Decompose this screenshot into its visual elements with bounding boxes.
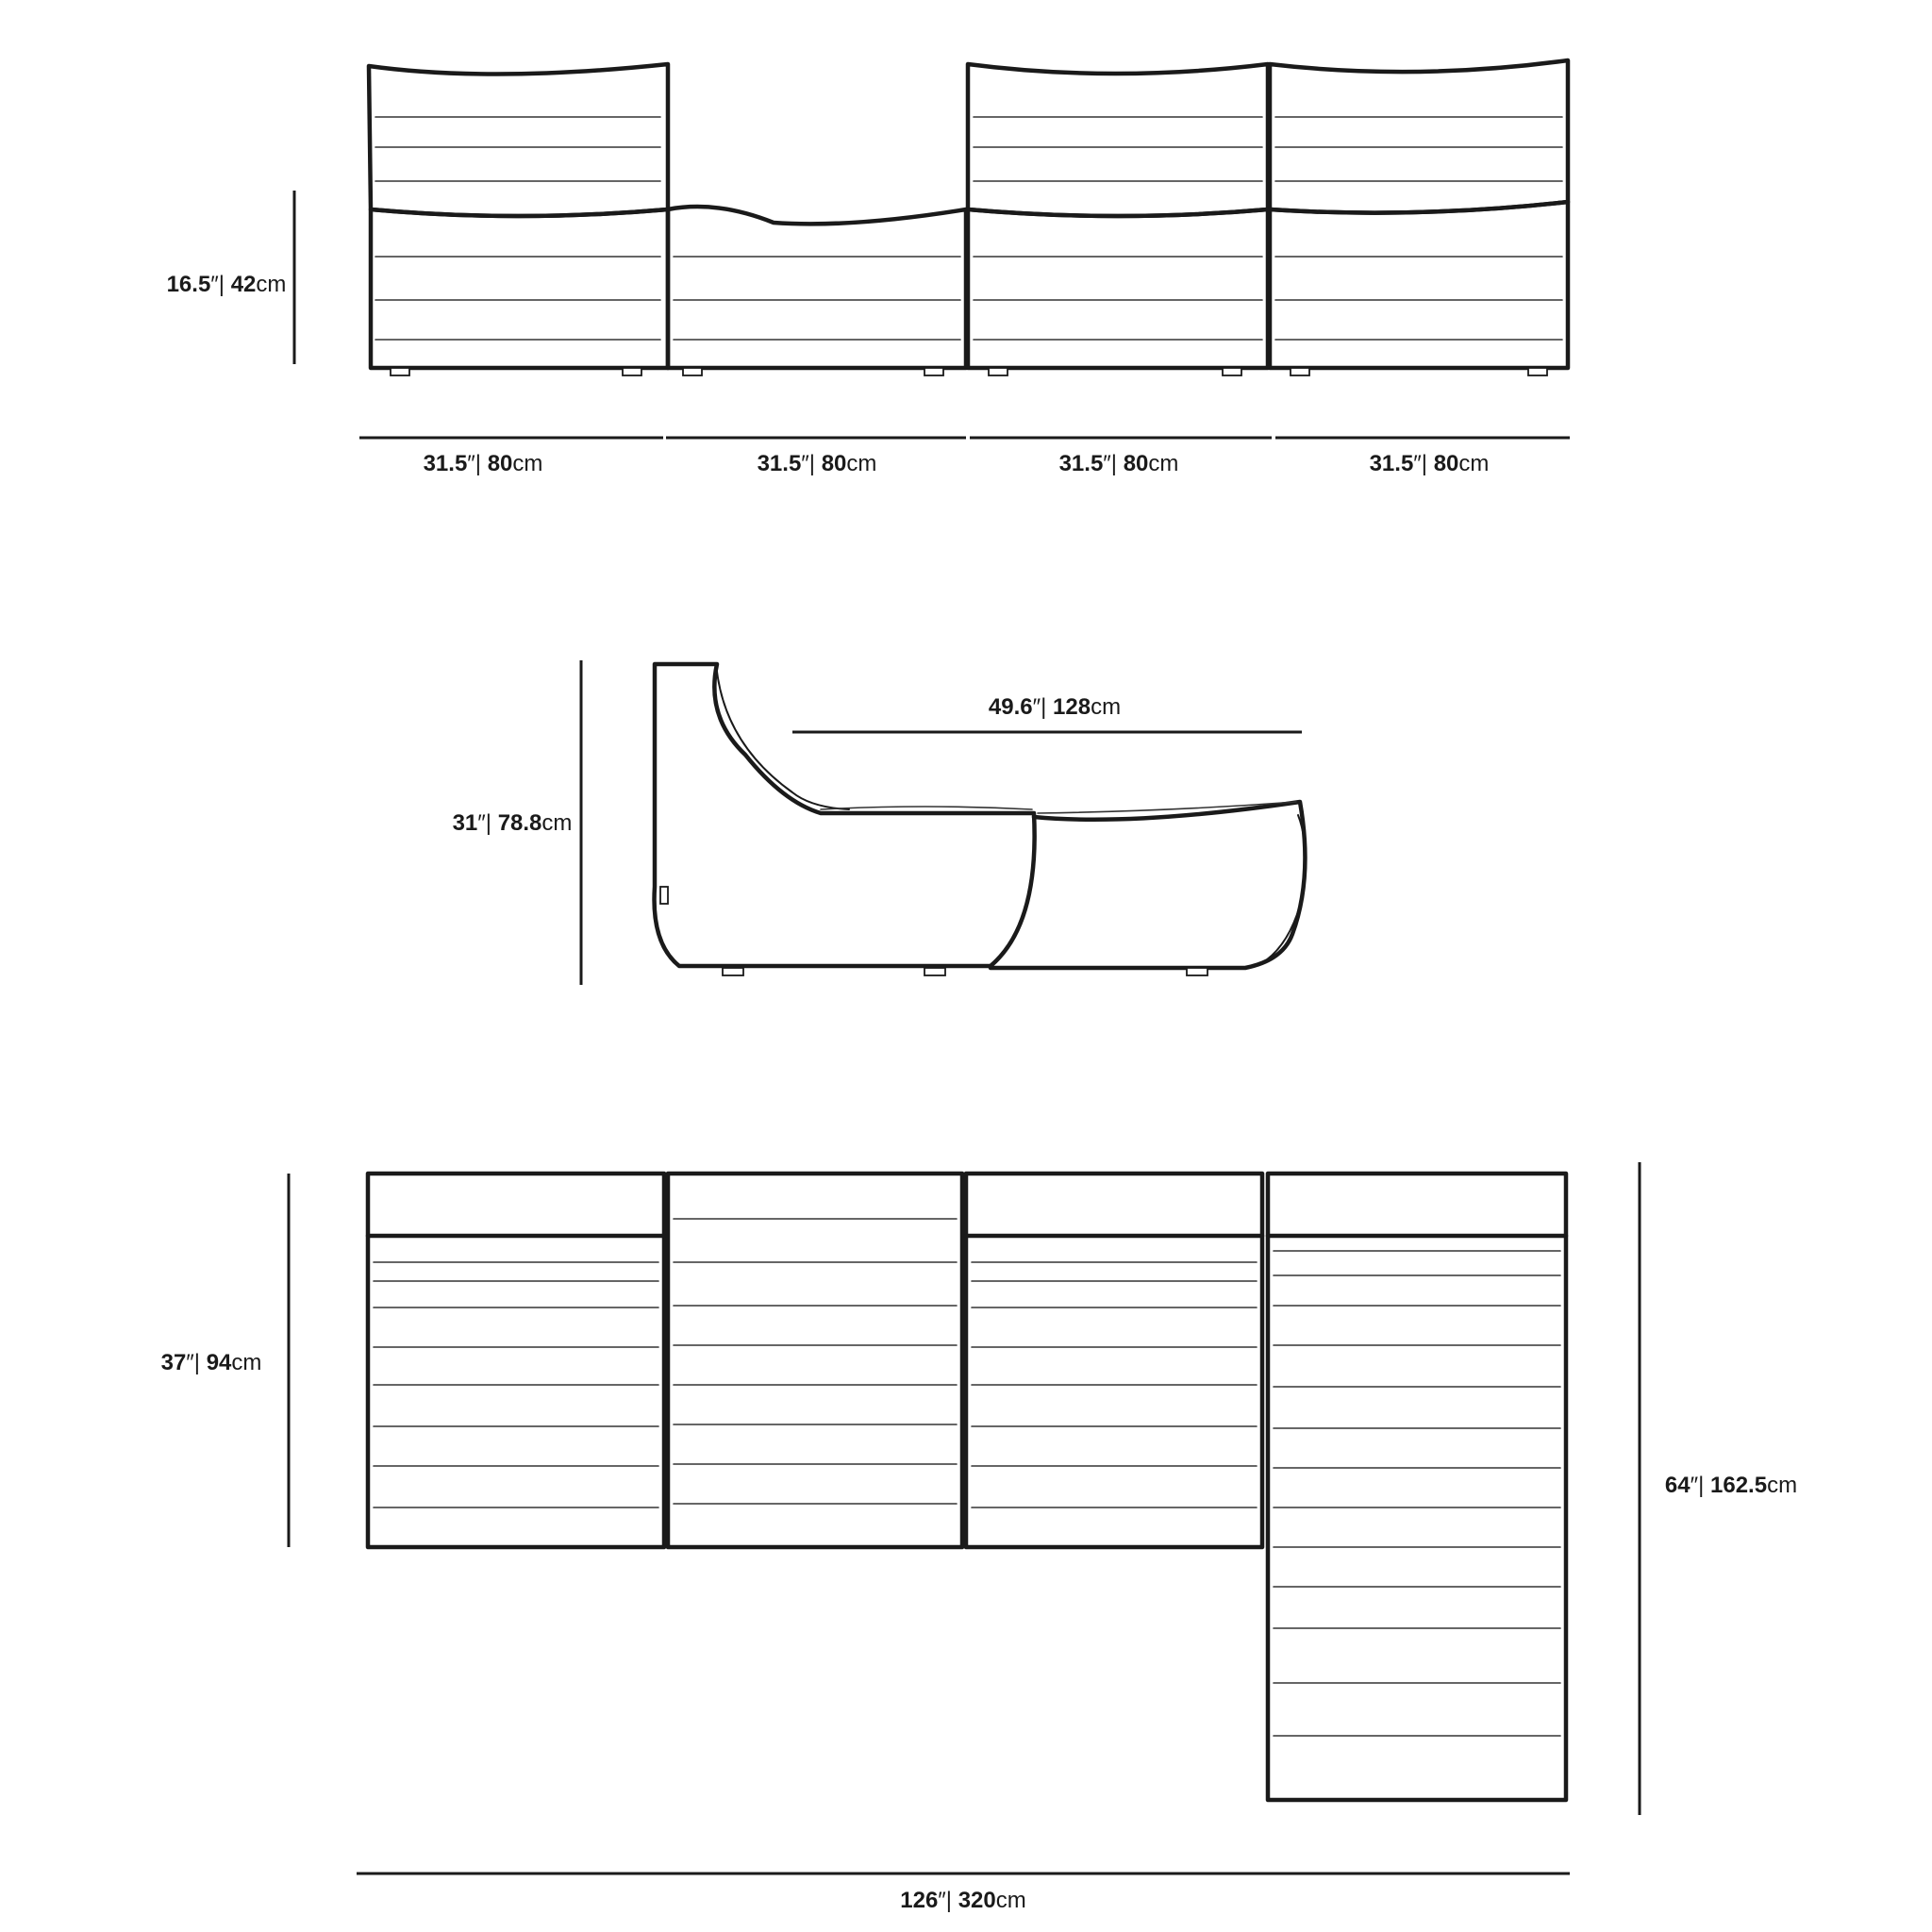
side-view <box>453 660 1306 985</box>
front-width-label-4: 31.5″| 80cm <box>1369 451 1490 476</box>
front-width-label-3: 31.5″| 80cm <box>1058 451 1179 476</box>
top-chaise-depth-dimension <box>1640 1162 1797 1815</box>
top-module-2 <box>668 1174 962 1547</box>
top-depth-dimension <box>161 1174 289 1547</box>
front-height-label: 16.5″| 42cm <box>166 272 287 297</box>
front-view <box>167 60 1570 476</box>
top-view <box>161 1162 1797 1913</box>
side-depth-label: 49.6″| 128cm <box>988 694 1122 720</box>
front-module-2 <box>668 207 966 375</box>
side-height-label: 31″| 78.8cm <box>452 810 573 836</box>
side-profile <box>655 664 1306 975</box>
top-module-3 <box>966 1174 1262 1547</box>
top-chaise-depth-label: 64″| 162.5cm <box>1664 1473 1798 1498</box>
top-module-4-chaise <box>1268 1174 1566 1800</box>
top-total-width-dimension <box>357 1874 1570 1913</box>
top-total-width-label: 126″| 320cm <box>900 1888 1026 1913</box>
side-depth-dimension <box>792 694 1302 732</box>
top-module-1 <box>368 1174 664 1547</box>
front-module-4 <box>1270 60 1568 375</box>
side-height-dimension <box>453 660 581 985</box>
front-height-dimension <box>167 191 294 364</box>
front-width-label-1: 31.5″| 80cm <box>423 451 543 476</box>
front-module-1 <box>369 64 668 375</box>
front-module-3 <box>968 64 1268 375</box>
front-width-label-2: 31.5″| 80cm <box>757 451 877 476</box>
top-depth-label: 37″| 94cm <box>160 1350 262 1375</box>
